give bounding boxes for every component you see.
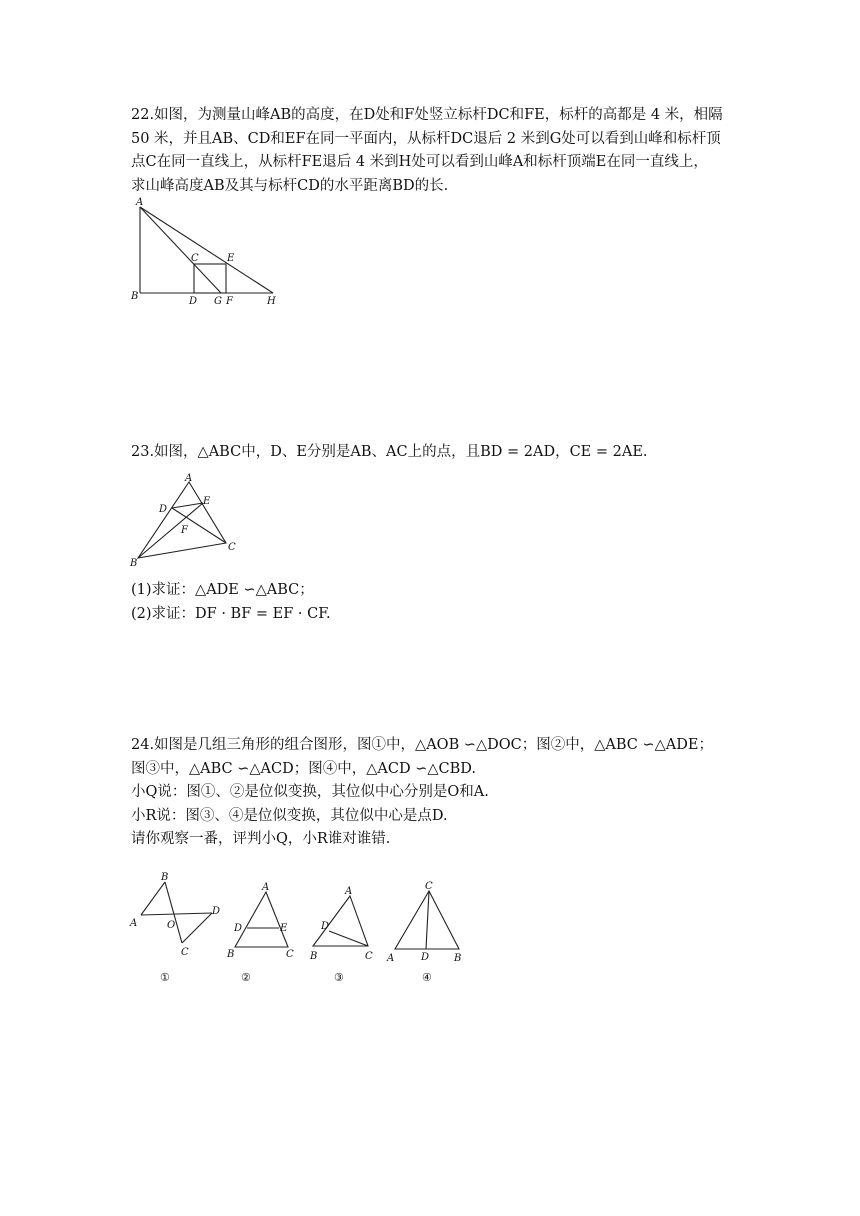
segment-ab [141,882,165,915]
problem-text-line: 请你观察一番，评判小Q，小R谁对谁错. [131,831,391,847]
label-d: D [234,923,243,934]
label-c: C [425,881,433,892]
caption-1: ① [160,971,170,984]
problem-23 [131,441,731,465]
problem-text-line: 22.如图，为测量山峰AB的高度，在D处和F处竖立标杆DC和FE，标杆的高都是 4 米，相隔 [131,107,723,123]
label-b: B [131,291,139,302]
caption-3: ③ [334,971,344,984]
label-a: A [387,953,395,964]
label-b: B [130,558,138,569]
problem-22 [131,104,731,198]
label-c: C [365,951,373,962]
label-d: D [321,921,330,932]
label-d: D [189,296,198,307]
label-d: D [212,906,221,917]
caption-4: ④ [422,971,432,984]
label-e: E [203,496,211,507]
label-d: D [421,952,430,963]
label-d: D [159,504,168,515]
segment-cd [426,891,429,949]
figure-24-3 [309,886,373,984]
figure-24-group [125,868,475,986]
figure-23 [128,470,248,572]
problem-23-subquestions [131,579,731,626]
triangle-abc [235,892,288,947]
problem-text-line: 50 米，并且AB、CD和EF在同一平面内，从标杆DC退后 2 米到G处可以看到山峰和标杆顶 [131,130,721,147]
segment-ah [140,207,273,293]
label-f: F [226,296,233,307]
poles-rectangle [194,264,226,293]
label-a: A [185,473,193,484]
figure-24-2 [226,882,294,984]
label-a: A [136,197,144,208]
label-b: B [454,953,462,964]
label-c: C [181,947,189,958]
problem-text-line: 求山峰高度AB及其与标杆CD的水平距离BD的长. [131,177,449,194]
problem-24 [131,734,731,852]
label-c: C [191,253,199,264]
segment-dc [329,931,368,946]
figure-22 [128,194,288,310]
label-c: C [286,949,294,960]
figure-24-1 [129,872,220,984]
label-a: A [262,882,270,893]
label-b: B [310,951,318,962]
label-a: A [130,918,138,929]
label-g: G [214,296,222,307]
label-o: O [167,920,176,931]
figure-24-4 [386,881,461,984]
problem-text-line: 图③中，△ABC ∽△ACD；图④中，△ACD ∽△CBD. [131,760,476,777]
label-c: C [228,542,236,553]
label-f: F [181,525,188,536]
segment-dc [182,913,212,943]
problem-text-line: 小Q说：图①、②是位似变换，其位似中心分别是O和A. [131,784,489,800]
segment-bc [165,882,182,943]
label-b: B [227,949,235,960]
label-b: B [161,872,169,883]
segment-be [138,503,203,558]
problem-text-line: 点C在同一直线上，从标杆FE退后 4 米到H处可以看到山峰A和标杆顶端E在同一直线上， [131,154,708,170]
problem-text-line: 24.如图是几组三角形的组合图形，图①中，△AOB ∽△DOC；图②中，△ABC ∽△ADE； [131,737,713,753]
segment-ag [140,207,221,293]
segment-ad [141,913,212,915]
subquestion-1: (1)求证：△ADE ∽△ABC； [131,582,314,598]
caption-2: ② [241,971,251,984]
label-e: E [280,923,288,934]
problem-text-line: 23.如图，△ABC中，D、E分别是AB、AC上的点，且BD = 2AD，CE = 2AE. [131,444,648,460]
label-h: H [267,296,276,307]
label-e: E [227,253,235,264]
subquestion-2: (2)求证：DF · BF = EF · CF. [131,605,331,622]
label-a: A [345,886,353,897]
problem-text-line: 小R说：图③、④是位似变换，其位似中心是点D. [131,807,448,824]
